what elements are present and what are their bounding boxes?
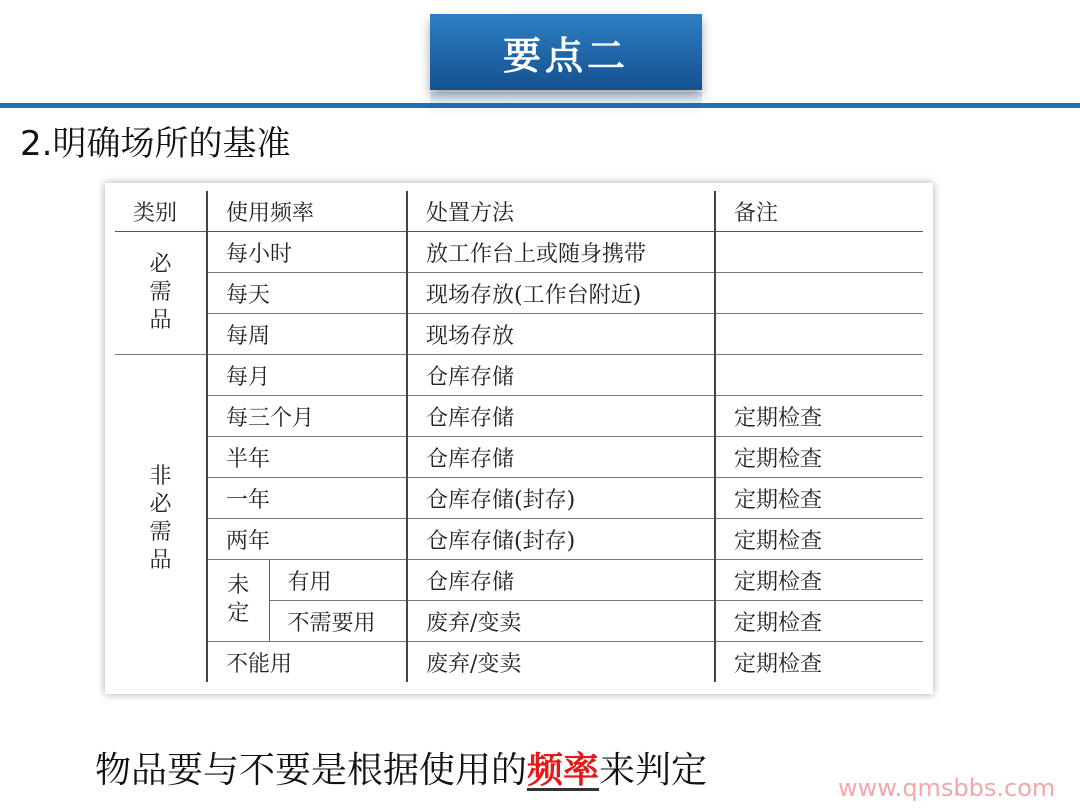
- row-note: 定期检查: [715, 601, 923, 642]
- row-method: 仓库存储: [407, 437, 715, 478]
- table-row: [115, 437, 923, 478]
- watermark: www.qmsbbs.com: [838, 774, 1056, 802]
- row-method: 仓库存储: [407, 396, 715, 437]
- table-header-row: [115, 191, 923, 232]
- row-note: 定期检查: [715, 396, 923, 437]
- criteria-table-card: [105, 183, 933, 694]
- row-frequency: 每天: [207, 273, 407, 314]
- row-note: 定期检查: [715, 437, 923, 478]
- row-method: 仓库存储(封存): [407, 519, 715, 560]
- row-note: [715, 355, 923, 396]
- col-header-frequency: 使用频率: [207, 191, 407, 232]
- row-frequency: 每小时: [207, 232, 407, 273]
- row-frequency: 每周: [207, 314, 407, 355]
- row-method: 废弃/变卖: [407, 642, 715, 683]
- row-frequency: 不需要用: [269, 601, 407, 642]
- table-row: [115, 642, 923, 683]
- table-row: [115, 355, 923, 396]
- table-row: [115, 560, 923, 601]
- row-note: [715, 314, 923, 355]
- table-row: [115, 273, 923, 314]
- category-unnecessary: 非必需品: [115, 355, 207, 683]
- row-note: 定期检查: [715, 478, 923, 519]
- table-row: [115, 232, 923, 273]
- row-frequency: 半年: [207, 437, 407, 478]
- criteria-table: [115, 191, 923, 682]
- row-method: 仓库存储: [407, 560, 715, 601]
- conclusion-suffix: 来判定: [599, 750, 708, 791]
- conclusion-prefix: 物品要与不要是根据使用的: [95, 750, 528, 791]
- category-necessary: 必需品: [115, 232, 207, 355]
- col-header-note: 备注: [715, 191, 923, 232]
- row-method: 现场存放: [407, 314, 715, 355]
- conclusion-highlight: 频率: [527, 750, 600, 791]
- subcategory-undecided: 未定: [207, 560, 269, 642]
- row-frequency: 两年: [207, 519, 407, 560]
- table-row: [115, 478, 923, 519]
- col-header-category: 类别: [115, 191, 207, 232]
- row-note: 定期检查: [734, 651, 823, 677]
- col-header-method: 处置方法: [407, 191, 715, 232]
- row-frequency: 每月: [207, 355, 407, 396]
- row-frequency: 每三个月: [207, 396, 407, 437]
- row-method: 仓库存储: [407, 355, 715, 396]
- row-note: 定期检查: [715, 519, 923, 560]
- table-row: [115, 314, 923, 355]
- row-method: 放工作台上或随身携带: [407, 232, 715, 273]
- row-frequency: 不能用: [207, 642, 407, 683]
- conclusion-text: [95, 742, 707, 793]
- table-row: [115, 519, 923, 560]
- section-heading: 2.明确场所的基准: [20, 124, 291, 164]
- row-frequency: 一年: [207, 478, 407, 519]
- row-frequency: 有用: [269, 560, 407, 601]
- row-method: 现场存放(工作台附近): [407, 273, 715, 314]
- row-note: 定期检查: [715, 560, 923, 601]
- row-note: [715, 273, 923, 314]
- row-note: [715, 232, 923, 273]
- page-title: 要点二: [430, 14, 702, 90]
- table-row: [115, 396, 923, 437]
- row-method: 废弃/变卖: [407, 601, 715, 642]
- row-method: 仓库存储(封存): [407, 478, 715, 519]
